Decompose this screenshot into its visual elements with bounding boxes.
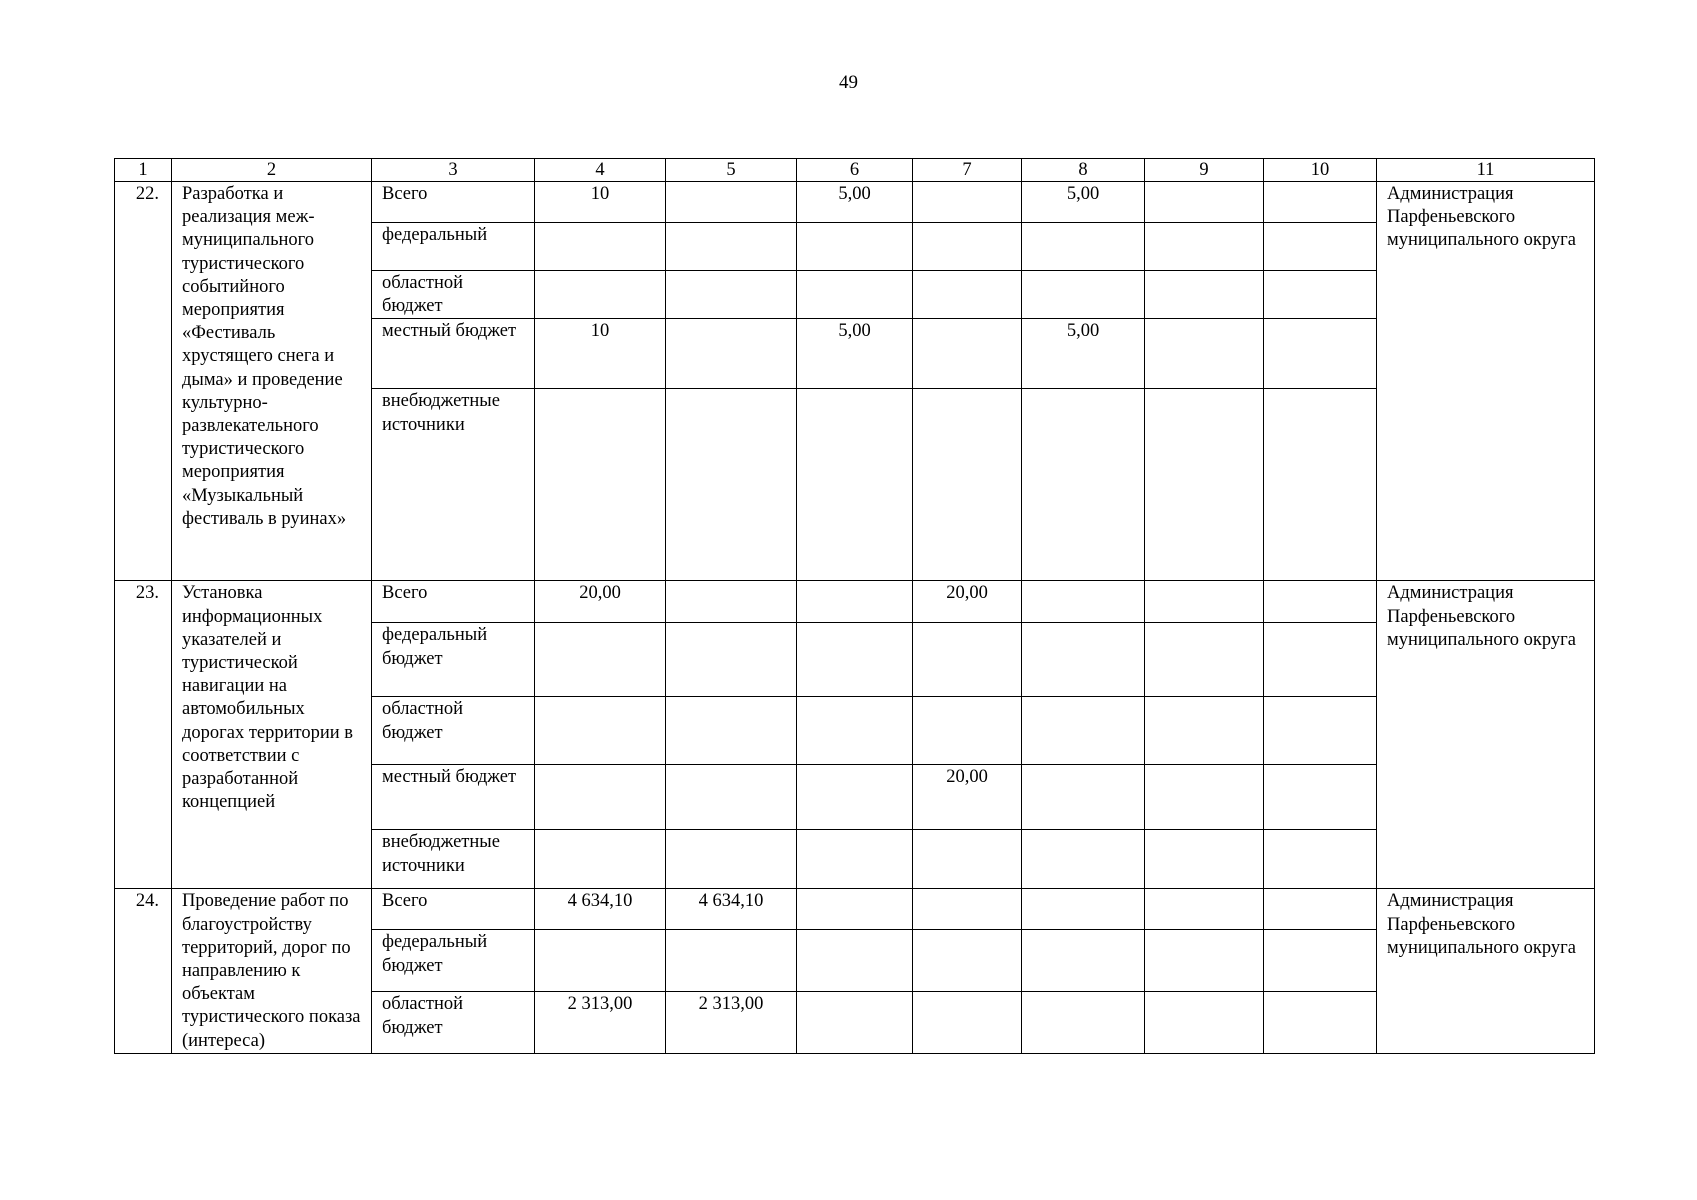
- funding-source: местный бюджет: [372, 765, 535, 830]
- value-cell: [1264, 623, 1377, 697]
- value-cell: 20,00: [913, 765, 1022, 830]
- value-cell: [797, 581, 913, 623]
- value-cell: [913, 223, 1022, 271]
- column-header: 4: [535, 159, 666, 182]
- value-cell: [797, 623, 913, 697]
- measure-description: Установка информационных указателей и туристической навигации на автомобильных дорогах территории в соответствии с разработанной концепцией: [172, 581, 372, 889]
- value-cell: [1145, 992, 1264, 1054]
- value-cell: [913, 389, 1022, 581]
- row-number: 24.: [115, 889, 172, 1054]
- value-cell: 10: [535, 182, 666, 223]
- funding-source: федеральный: [372, 223, 535, 271]
- value-cell: [666, 765, 797, 830]
- funding-source: областной бюджет: [372, 992, 535, 1054]
- value-cell: [1264, 765, 1377, 830]
- funding-source: Всего: [372, 889, 535, 930]
- column-header: 5: [666, 159, 797, 182]
- value-cell: [797, 223, 913, 271]
- value-cell: [1264, 182, 1377, 223]
- value-cell: [1264, 930, 1377, 992]
- value-cell: 10: [535, 319, 666, 389]
- column-header: 9: [1145, 159, 1264, 182]
- column-number-row: [115, 159, 1595, 182]
- value-cell: [666, 830, 797, 889]
- value-cell: [535, 389, 666, 581]
- value-cell: 2 313,00: [666, 992, 797, 1054]
- value-cell: [913, 889, 1022, 930]
- value-cell: [666, 697, 797, 765]
- value-cell: [666, 223, 797, 271]
- value-cell: 5,00: [797, 319, 913, 389]
- responsible-executor: Администрация Парфеньевского муниципального округа: [1377, 182, 1595, 581]
- funding-source: внебюджетные источники: [372, 830, 535, 889]
- measure-description: Проведение работ по благоустройству территорий, дорог по направлению к объектам туристического показа (интереса): [172, 889, 372, 1054]
- funding-source: областной бюджет: [372, 271, 535, 319]
- value-cell: [1022, 830, 1145, 889]
- column-header: 3: [372, 159, 535, 182]
- value-cell: [797, 697, 913, 765]
- value-cell: [535, 830, 666, 889]
- value-cell: [1264, 319, 1377, 389]
- value-cell: [913, 182, 1022, 223]
- funding-source: федеральный бюджет: [372, 623, 535, 697]
- value-cell: [1264, 830, 1377, 889]
- value-cell: [913, 697, 1022, 765]
- value-cell: [913, 623, 1022, 697]
- value-cell: [797, 992, 913, 1054]
- value-cell: [666, 271, 797, 319]
- value-cell: [535, 765, 666, 830]
- value-cell: 4 634,10: [535, 889, 666, 930]
- value-cell: [535, 271, 666, 319]
- value-cell: [666, 389, 797, 581]
- value-cell: [1145, 889, 1264, 930]
- value-cell: [1022, 765, 1145, 830]
- value-cell: 20,00: [535, 581, 666, 623]
- value-cell: [797, 830, 913, 889]
- value-cell: [1264, 271, 1377, 319]
- value-cell: [1022, 697, 1145, 765]
- measure-description: Разработка и реализация меж-муниципального туристического событийного мероприятия «Фестиваль хрустящего снега и дыма» и проведение культурно-развлекательного туристического мероприятия «Музыкальный фестиваль в руинах»: [172, 182, 372, 581]
- value-cell: [666, 623, 797, 697]
- column-header: 10: [1264, 159, 1377, 182]
- value-cell: [1022, 623, 1145, 697]
- value-cell: 5,00: [797, 182, 913, 223]
- value-cell: [1022, 271, 1145, 319]
- value-cell: [1264, 581, 1377, 623]
- column-header: 7: [913, 159, 1022, 182]
- value-cell: [1145, 697, 1264, 765]
- column-header: 1: [115, 159, 172, 182]
- row-number: 22.: [115, 182, 172, 581]
- row-number: 23.: [115, 581, 172, 889]
- value-cell: [1264, 389, 1377, 581]
- value-cell: [913, 930, 1022, 992]
- column-header: 8: [1022, 159, 1145, 182]
- column-header: 6: [797, 159, 913, 182]
- value-cell: [1145, 319, 1264, 389]
- value-cell: [1145, 271, 1264, 319]
- value-cell: [1022, 992, 1145, 1054]
- table-row: [115, 581, 1595, 623]
- responsible-executor: Администрация Парфеньевского муниципального округа: [1377, 581, 1595, 889]
- value-cell: [1264, 889, 1377, 930]
- value-cell: [797, 389, 913, 581]
- value-cell: 5,00: [1022, 319, 1145, 389]
- value-cell: [913, 271, 1022, 319]
- value-cell: [913, 319, 1022, 389]
- value-cell: 5,00: [1022, 182, 1145, 223]
- responsible-executor: Администрация Парфеньевского муниципального округа: [1377, 889, 1595, 1054]
- value-cell: [1022, 889, 1145, 930]
- table-row: [115, 182, 1595, 223]
- value-cell: [1145, 581, 1264, 623]
- value-cell: [1264, 223, 1377, 271]
- value-cell: [535, 930, 666, 992]
- value-cell: [797, 271, 913, 319]
- value-cell: [797, 765, 913, 830]
- value-cell: [797, 930, 913, 992]
- value-cell: [535, 697, 666, 765]
- funding-source: Всего: [372, 581, 535, 623]
- value-cell: [1145, 765, 1264, 830]
- value-cell: [1145, 623, 1264, 697]
- funding-source: внебюджетные источники: [372, 389, 535, 581]
- column-header: 2: [172, 159, 372, 182]
- value-cell: [1145, 830, 1264, 889]
- value-cell: [535, 623, 666, 697]
- value-cell: [1145, 182, 1264, 223]
- value-cell: [1145, 389, 1264, 581]
- value-cell: [535, 223, 666, 271]
- value-cell: [913, 830, 1022, 889]
- value-cell: [913, 992, 1022, 1054]
- funding-source: Всего: [372, 182, 535, 223]
- value-cell: [797, 889, 913, 930]
- value-cell: [1145, 223, 1264, 271]
- value-cell: [1264, 992, 1377, 1054]
- value-cell: [1145, 930, 1264, 992]
- funding-source: местный бюджет: [372, 319, 535, 389]
- page-number: 49: [839, 72, 858, 93]
- value-cell: 20,00: [913, 581, 1022, 623]
- value-cell: [666, 319, 797, 389]
- value-cell: [1022, 930, 1145, 992]
- column-header: 11: [1377, 159, 1595, 182]
- value-cell: [666, 182, 797, 223]
- value-cell: [1022, 223, 1145, 271]
- funding-source: федеральный бюджет: [372, 930, 535, 992]
- value-cell: 2 313,00: [535, 992, 666, 1054]
- funding-source: областной бюджет: [372, 697, 535, 765]
- budget-table: [114, 158, 1595, 1054]
- value-cell: [1264, 697, 1377, 765]
- value-cell: [666, 581, 797, 623]
- value-cell: [1022, 389, 1145, 581]
- table-row: [115, 889, 1595, 930]
- value-cell: 4 634,10: [666, 889, 797, 930]
- value-cell: [666, 930, 797, 992]
- value-cell: [1022, 581, 1145, 623]
